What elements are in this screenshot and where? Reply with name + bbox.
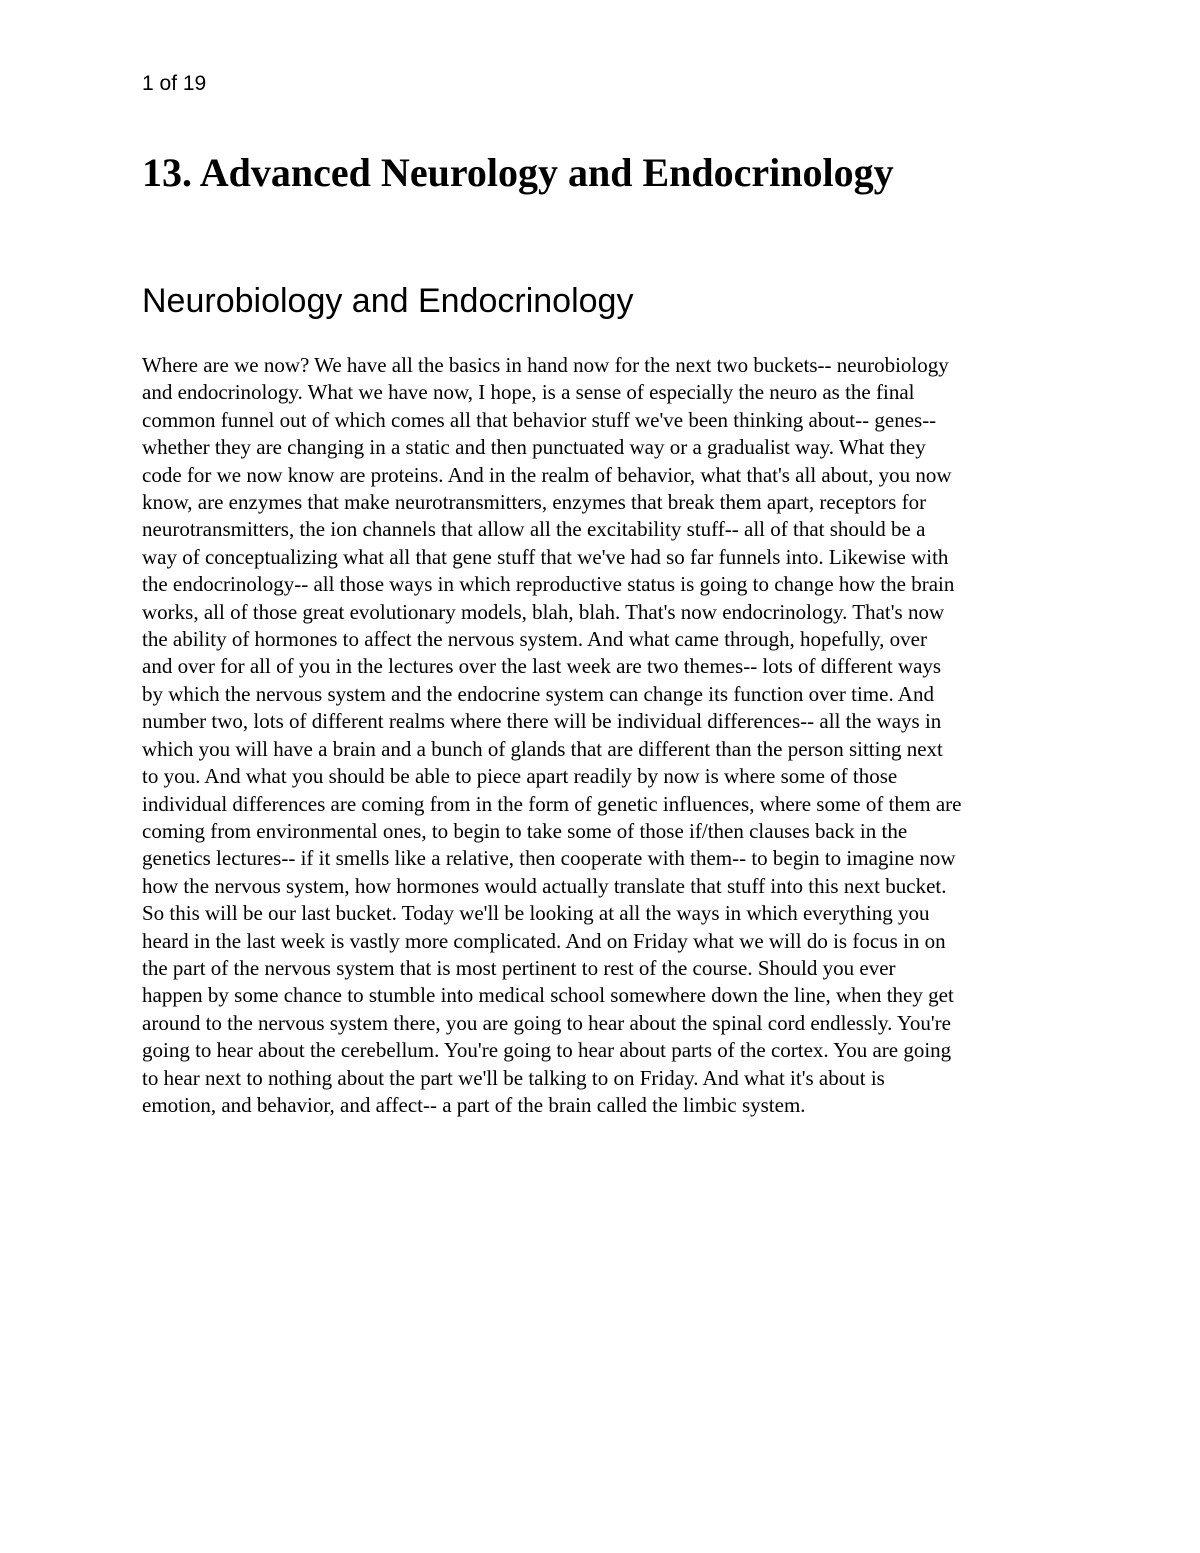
paragraph-line: heard in the last week is vastly more complicated. And on Friday what we will do is focus in on <box>142 928 946 953</box>
paragraph-line: works, all of those great evolutionary models, blah, blah. That's now endocrinology. That's now <box>142 599 945 624</box>
paragraph-line: neurotransmitters, the ion channels that allow all the excitability stuff-- all of that should be a <box>142 517 926 542</box>
paragraph-line: the ability of hormones to affect the nervous system. And what came through, hopefully, over <box>142 627 927 652</box>
document-title: 13. Advanced Neurology and Endocrinology <box>142 150 894 195</box>
paragraph-line: by which the nervous system and the endocrine system can change its function over time. And <box>142 681 934 706</box>
page-number: 1 of 19 <box>142 72 207 95</box>
paragraph-line: and over for all of you in the lectures over the last week are two themes-- lots of different ways <box>142 654 942 679</box>
paragraph-line: the endocrinology-- all those ways in which reproductive status is going to change how the brain <box>142 572 955 597</box>
paragraph-line: way of conceptualizing what all that gene stuff that we've had so far funnels into. Likewise with <box>142 544 949 569</box>
paragraph-line: Where are we now? We have all the basics in hand now for the next two buckets-- neurobiology <box>142 353 949 377</box>
paragraph-line: know, are enzymes that make neurotransmitters, enzymes that break them apart, receptors for <box>142 490 927 515</box>
section-heading: Neurobiology and Endocrinology <box>142 282 634 320</box>
paragraph-line: the part of the nervous system that is most pertinent to rest of the course. Should you ever <box>142 955 896 980</box>
body-paragraph <box>142 352 1072 1119</box>
paragraph-line: So this will be our last bucket. Today we'll be looking at all the ways in which everything you <box>142 901 930 926</box>
paragraph-line: code for we now know are proteins. And in the realm of behavior, what that's all about, you now <box>142 462 952 487</box>
paragraph-line: coming from environmental ones, to begin to take some of those if/then clauses back in the <box>142 818 908 843</box>
paragraph-line: going to hear about the cerebellum. You're going to hear about parts of the cortex. You are going <box>142 1038 952 1063</box>
paragraph-line: number two, lots of different realms where there will be individual differences-- all the ways in <box>142 709 942 734</box>
paragraph-line: whether they are changing in a static and then punctuated way or a gradualist way. What they <box>142 435 926 460</box>
paragraph-line: how the nervous system, how hormones would actually translate that stuff into this next bucket. <box>142 873 947 898</box>
paragraph-line: emotion, and behavior, and affect-- a part of the brain called the limbic system. <box>142 1092 806 1117</box>
paragraph-line: individual differences are coming from in the form of genetic influences, where some of them are <box>142 791 962 816</box>
paragraph-line: around to the nervous system there, you are going to hear about the spinal cord endlessly. You're <box>142 1010 951 1035</box>
paragraph-line: genetics lectures-- if it smells like a relative, then cooperate with them-- to begin to imagine now <box>142 846 956 871</box>
paragraph-line: common funnel out of which comes all that behavior stuff we've been thinking about-- genes-- <box>142 407 937 432</box>
paragraph-line: and endocrinology. What we have now, I hope, is a sense of especially the neuro as the final <box>142 380 915 405</box>
paragraph-line: happen by some chance to stumble into medical school somewhere down the line, when they get <box>142 983 954 1008</box>
paragraph-line: to you. And what you should be able to piece apart readily by now is where some of those <box>142 764 898 789</box>
paragraph-line: to hear next to nothing about the part we'll be talking to on Friday. And what it's about is <box>142 1065 885 1090</box>
paragraph-line: which you will have a brain and a bunch of glands that are different than the person sitting next <box>142 736 943 761</box>
